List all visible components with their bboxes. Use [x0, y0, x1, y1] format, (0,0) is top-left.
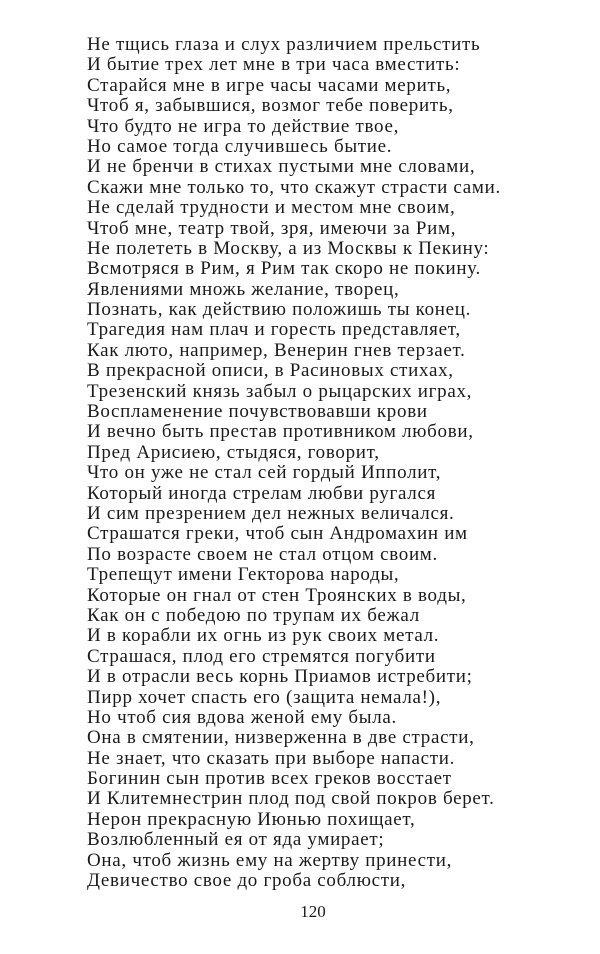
- poem-line: Она, чтоб жизнь ему на жертву принести,: [87, 849, 453, 871]
- poem-line: Не тщись глаза и слух различием прельстить: [87, 34, 481, 55]
- poem-line: И бытие трех лет мне в три часа вместить:: [87, 54, 461, 76]
- poem-line: Трезенский князь забыл о рыцарских играх,: [87, 380, 473, 402]
- poem-line: И в корабли их огнь из рук своих метал.: [87, 625, 440, 647]
- poem-line: Всмотряся в Рим, я Рим так скоро не покину.: [87, 258, 481, 280]
- poem-line: Явлениями множь желание, творец,: [87, 278, 400, 300]
- poem-line: Как люто, например, Венерин гнев терзает.: [87, 339, 466, 361]
- poem-line: По возрасте своем не стал отцом своим.: [87, 543, 438, 565]
- poem-line: Трагедия нам плач и горесть представляет,: [87, 319, 461, 341]
- poem-line: В прекрасной описи, в Расиновых стихах,: [87, 360, 454, 382]
- poem-line: Чтоб я, забывшися, возмог тебе поверить,: [87, 95, 454, 117]
- poem-line: Что он уже не стал сей гордый Ипполит,: [87, 462, 442, 484]
- poem-line: Но самое тогда случившесь бытие.: [87, 135, 393, 157]
- poem-line: Чтоб мне, театр твой, зря, имеючи за Рим,: [87, 217, 457, 239]
- poem-line: Но чтоб сия вдова женой ему была.: [87, 706, 397, 728]
- poem-line: Страшатся греки, чтоб сын Андромахин им: [87, 523, 468, 545]
- poem-line: И Клитемнестрин плод под свой покров берет.: [87, 788, 495, 810]
- poem-line: И сим презрением дел нежных величался.: [87, 502, 455, 524]
- poem-line: Страшася, плод его стремятся погубити: [87, 645, 436, 667]
- poem-line: Не сделай трудности и местом мне своим,: [87, 197, 456, 219]
- poem-line: И вечно быть престав противником любови,: [87, 421, 474, 443]
- poem-line: Которые он гнал от стен Троянских в воды,: [87, 584, 467, 606]
- poem-line: Девичество свое до гроба соблюсти,: [87, 870, 407, 892]
- poem-line: Богинин сын против всех греков восстает: [87, 768, 452, 790]
- poem-line: Пред Арисиею, стыдяся, говорит,: [87, 441, 380, 463]
- poem-line: Старайся мне в игре часы часами мерить,: [87, 74, 452, 96]
- poem-line: Не полететь в Москву, а из Москвы к Пекину:: [87, 237, 490, 259]
- poem-line: Трепещут имени Гекторова народы,: [87, 564, 400, 586]
- poem-line: Не знает, что сказать при выборе напасти.: [87, 747, 456, 769]
- poem-line: Познать, как действию положишь ты конец.: [87, 299, 472, 321]
- poem-line: Что будто не игра то действие твое,: [87, 115, 400, 137]
- poem-text: [87, 35, 567, 891]
- poem-line: Она в смятении, низверженна в две страсти,: [87, 727, 475, 749]
- poem-line: Как он с победою по трупам их бежал: [87, 604, 420, 626]
- poem-line: Воспламенение почувствовавши крови: [87, 401, 428, 423]
- page-number: 120: [300, 902, 326, 921]
- poem-line: Возлюбленный ея от яда умирает;: [87, 829, 385, 851]
- poem-line: И не бренчи в стихах пустыми мне словами,: [87, 156, 476, 178]
- poem-line: Скажи мне только то, что скажут страсти сами.: [87, 176, 501, 198]
- poem-line: И в отрасли весь корнь Приамов истребити;: [87, 666, 473, 688]
- poem-line: Который иногда стрелам любви ругался: [87, 482, 437, 504]
- poem-line: Пирр хочет спасть его (защита немала!),: [87, 686, 442, 708]
- poem-line: Нерон прекрасную Июнью похищает,: [87, 808, 416, 830]
